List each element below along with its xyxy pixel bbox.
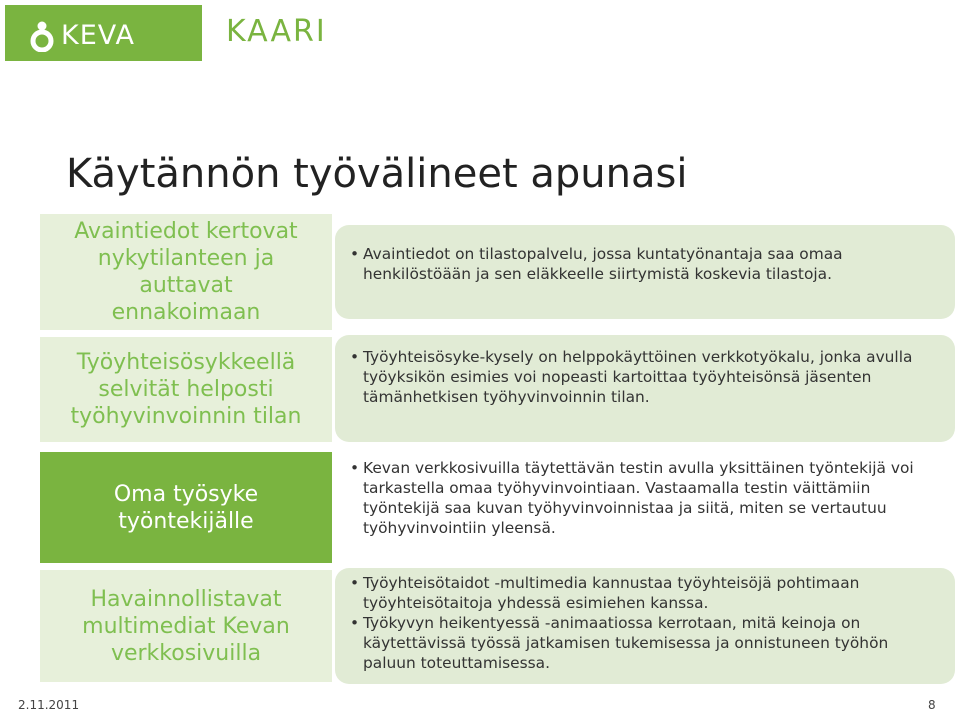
- row-label-tyoyhteisosyke: Työyhteisösykkeellä selvität helposti työhyvinvoinnin tilan: [40, 337, 332, 442]
- row-content-avaintiedot: [335, 225, 955, 319]
- kaari-logo-text: KAARI: [226, 14, 327, 49]
- row-label-avaintiedot: Avaintiedot kertovat nykytilanteen ja auttavat ennakoimaan: [40, 214, 332, 330]
- bullet-item: • Työkyvyn heikentyessä -animaatiossa kerrotaan, mitä keinoja on käytettävissä työssä jatkamisen tukemisessa ja onnistuneen työhön paluun toteuttamisessa.: [363, 613, 945, 673]
- row-label-multimediat: Havainnollistavat multimediat Kevan verkkosivuilla: [40, 570, 332, 682]
- keva-logo-icon: [27, 20, 57, 52]
- row-content-multimediat: [335, 568, 955, 684]
- row-label-oma-tyosyke: Oma työsyke työntekijälle: [40, 452, 332, 563]
- bullet-item: • Kevan verkkosivuilla täytettävän testin avulla yksittäinen työntekijä voi tarkastella omaa työhyvinvointiaan. Vastaamalla testin väittämiin työntekijä saa kuvan työhyvinvoinnistaa ja siitä, miten se vertautuu työhyvinvointiin yleensä.: [363, 458, 945, 538]
- bullet-item: • Työyhteisösyke-kysely on helppokäyttöinen verkkotyökalu, jonka avulla työyksikön esimies voi nopeasti kartoittaa työyhteisönsä jäsenten tämänhetkisen työhyvinvoinnin tilan.: [363, 347, 945, 407]
- row-content-tyoyhteisosyke: [335, 335, 955, 442]
- keva-logo-bar: [5, 5, 202, 61]
- footer-date: 2.11.2011: [18, 698, 80, 712]
- row-content-oma-tyosyke: [335, 452, 955, 562]
- bullet-item: • Työyhteisötaidot -multimedia kannustaa työyhteisöjä pohtimaan työyhteisötaitoja yhdessä esimiehen kanssa.: [363, 573, 945, 613]
- footer-page-number: 8: [928, 698, 936, 712]
- page-title: Käytännön työvälineet apunasi: [66, 151, 688, 197]
- bullet-item: • Avaintiedot on tilastopalvelu, jossa kuntatyönantaja saa omaa henkilöstöään ja sen eläkkeelle siirtymistä koskevia tilastoja.: [363, 244, 945, 284]
- keva-logo-text: KEVA: [61, 20, 135, 51]
